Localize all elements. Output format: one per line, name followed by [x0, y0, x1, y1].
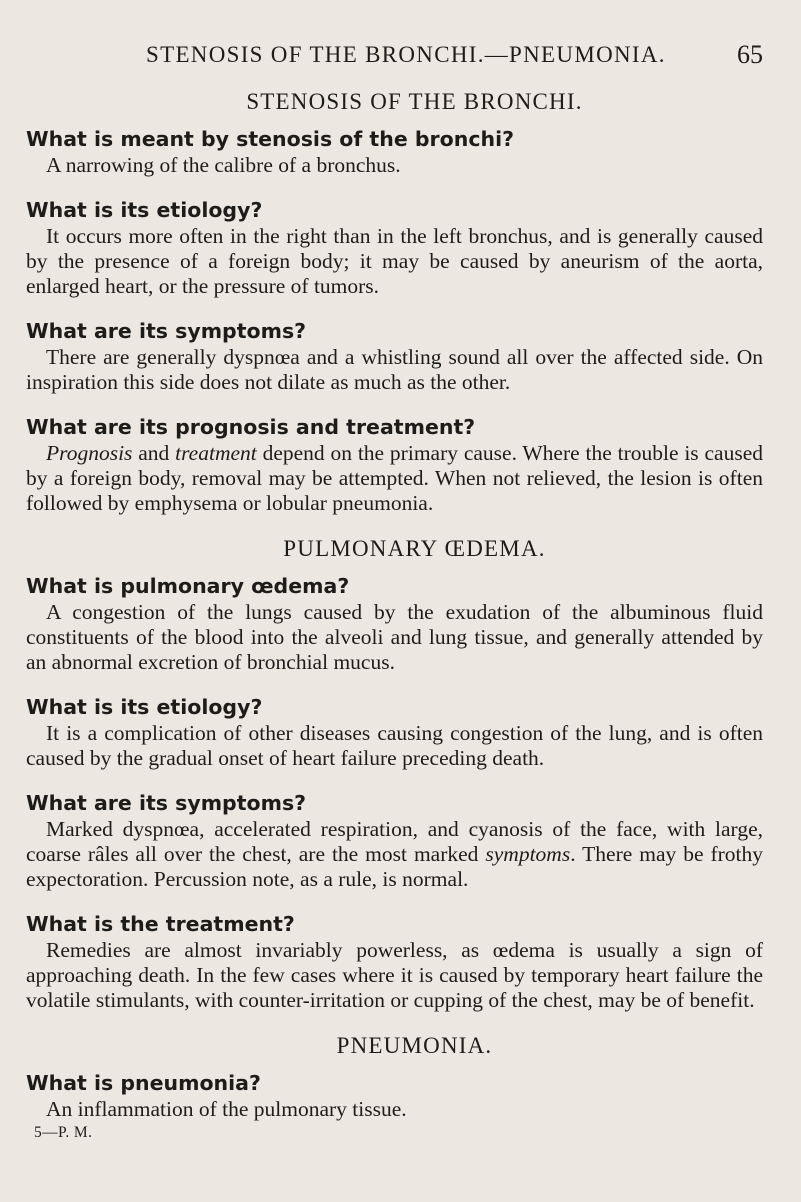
answer: An inflammation of the pulmonary tissue.	[46, 1097, 407, 1121]
page-number: 65	[737, 40, 763, 69]
question: What is meant by stenosis of the bronchi?	[26, 127, 514, 151]
question: What are its symptoms?	[26, 791, 307, 815]
answer: There are generally dyspnœa and a whistling sound all over the affected side. On inspiration this side does not dilate as much as the other.	[26, 345, 763, 394]
answer: It is a complication of other diseases causing congestion of the lung, and is often caused by the gradual onset of heart failure preceding death.	[26, 721, 763, 770]
signature-mark: 5—P. M.	[34, 1124, 93, 1141]
question: What is pulmonary œdema?	[26, 574, 350, 598]
answer: A congestion of the lungs caused by the exudation of the albuminous fluid constituents of the blood into the alveoli and lung tissue, and generally attended by an abnormal excretion of bronchial mucus.	[26, 600, 763, 674]
question: What is its etiology?	[26, 695, 263, 719]
italic-term: Prognosis	[46, 441, 133, 465]
answer-text: . There may be frothy expectoration. Percussion note, as a rule, is normal.	[26, 842, 764, 891]
question: What is pneumonia?	[26, 1071, 261, 1095]
italic-term: treatment	[175, 441, 257, 465]
section-title-stenosis: STENOSIS OF THE BRONCHI.	[246, 89, 583, 114]
section-title-pulmonary-oedema: PULMONARY ŒDEMA.	[283, 536, 546, 561]
question: What is its etiology?	[26, 198, 263, 222]
answer	[26, 817, 763, 892]
section-title-pneumonia: PNEUMONIA.	[336, 1033, 493, 1058]
answer-text: depend on the primary cause. Where the trouble is caused by a foreign body, removal may be attempted. When not relieved, the lesion is often followed by emphysema or lobular pneumonia.	[26, 441, 764, 515]
question: What are its symptoms?	[26, 319, 307, 343]
answer: A narrowing of the calibre of a bronchus.	[46, 153, 401, 177]
answer: It occurs more often in the right than in the left bronchus, and is generally caused by the presence of a foreign body; it may be caused by aneurism of the aorta, enlarged heart, or the pressure of tumors.	[26, 224, 763, 298]
answer	[26, 441, 763, 516]
running-head-title: STENOSIS OF THE BRONCHI.—PNEUMONIA.	[146, 42, 666, 67]
question: What is the treatment?	[26, 912, 295, 936]
answer-text: Marked dyspnœa, accelerated respiration, and cyanosis of the face, with large, coarse râles all over the chest, are the most marked	[26, 817, 763, 866]
question: What are its prognosis and treatment?	[26, 415, 476, 439]
italic-term: symptoms	[485, 842, 571, 866]
answer: Remedies are almost invariably powerless, as œdema is usually a sign of approaching death. In the few cases where it is caused by temporary heart failure the volatile stimulants, with counter-irritation or cupping of the chest, may be of benefit.	[26, 938, 763, 1012]
running-head	[26, 28, 763, 68]
answer-text: and	[132, 441, 176, 465]
